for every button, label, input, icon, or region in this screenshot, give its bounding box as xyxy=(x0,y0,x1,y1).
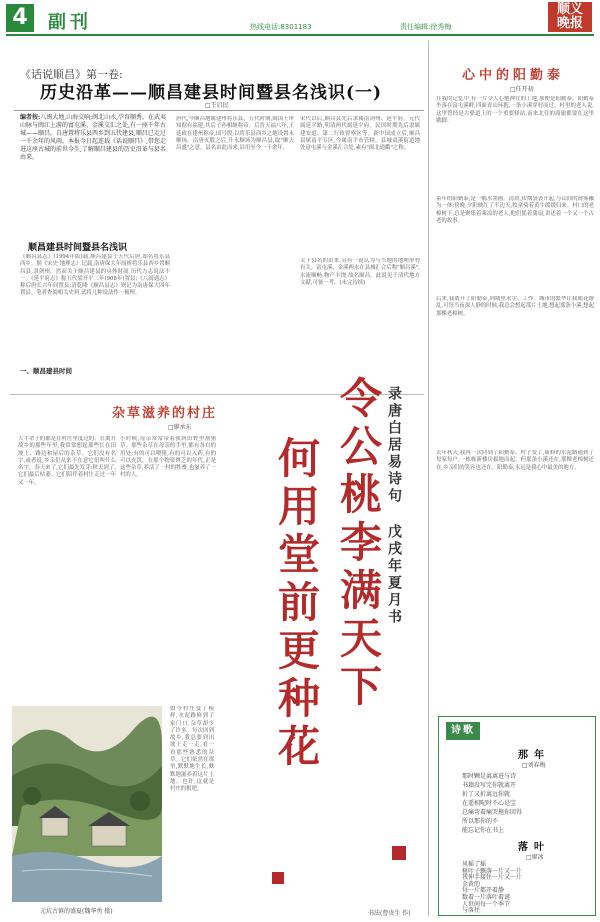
right-essay-title: 心中的阳勤泰 xyxy=(462,68,565,83)
series-title: 《话说顺昌》第一卷: xyxy=(20,68,123,81)
right-essay-body-1: 在我的记忆中,有一片令人心驰神往的土地,那便是阳勤泰。阳勤泰坐落在富屯溪畔,四面青山环抱,一条小溪穿村而过。村里的老人说,这里曾经是古驿道上的一个重要驿站,南来北往的商旅都要在这里歇脚。 xyxy=(436,96,594,124)
poem-line: 数着一片落叶着谜 xyxy=(462,893,511,901)
poem-line: 能忘记你在书上 xyxy=(462,827,505,834)
right-essay-body-3: 后来,我离开了阳勤泰,到城里求学、工作。城市的繁华让我眼花缭乱,可每当夜深人静的时候,我总会想起那片土地,想起那条小溪,想起那棵老樟树。 xyxy=(436,296,594,317)
newspaper-logo: 顺义 晚报 xyxy=(548,2,592,32)
article-body-col4: 关于县名的由来,另有一说认为与当地的地理形势有关。富屯溪、金溪两水在县城汇合后称"顺昌溪",水流顺畅,物产丰饶,故名顺昌。此说见于清代地方文献,可备一考。(未完待续) xyxy=(300,258,420,286)
article-body-col3: 宋代以后,顺昌县先后隶属南剑州、延平府。元代属延平路,明清两代属延平府。民国时期先后隶属建安道、第二行政督察区等。新中国成立后,顺昌县属南平专区,今属南平市管辖。县城双溪街道地处富屯溪与金溪汇合处,素有"闽北通衢"之称。 xyxy=(300,116,420,152)
page-number: 4 xyxy=(6,4,34,32)
calligraphy-seal xyxy=(392,846,406,860)
editor-note-label: 编者按: xyxy=(20,114,41,121)
calligraphy-artwork xyxy=(216,366,426,906)
poem-line: 那时颗是离离进与诗 xyxy=(462,773,517,780)
poetry-label: 诗歌 xyxy=(446,722,480,740)
essay-body-col2: 小时候,母亲常常带着我到田野里割猪草。那些杂草在母亲的手里,都有各自的用处:有的可以喂猪,有的可以入药,有的可以充饥。在那个物资匮乏的年代,正是这些杂草,养活了一村的牲畜,也滋养了一村的人。 xyxy=(120,436,216,479)
title-divider xyxy=(14,110,424,111)
column-divider xyxy=(428,40,429,916)
section-name: 副刊 xyxy=(48,12,92,33)
poem-2-author: □廖冰 xyxy=(526,854,544,861)
poem-line: 书籍没写完你就离开 xyxy=(462,782,517,789)
editor-note xyxy=(20,114,170,162)
poem-line: 总痛弯着痛哭拖你回得 xyxy=(462,809,523,816)
right-essay-author: □任开初 xyxy=(510,86,534,93)
editor-note-text: 八闽大地,山海交响;闽北山水,孕育顺秀。在武夷山脉与闽江上游的富屯溪、金溪交汇之处,有一座千年古城——顺昌。自唐置将乐县西乡到五代建县,顺昌已走过一千余年的风雨。本报今日起连载《话说顺昌》,带您走进这座古城的前世今生,了解顺昌建县的历史沿革与县名由来。 xyxy=(20,114,167,161)
right-essay-body-2: 童年的阳勤泰,是一幅水墨画。清晨,炊烟袅袅升起,与山间的薄雾融为一体;傍晚,夕阳映红了半边天,牧童骑着黄牛缓缓归来。村口的老樟树下,总是聚集着乘凉的老人,他们摇着蒲扇,讲述着一个又一个古老的故事。 xyxy=(436,196,594,224)
essay-author: □廖承东 xyxy=(168,424,192,431)
calligraphy-caption: 书法(曹贵生 作) xyxy=(368,910,411,917)
poem-2-lines xyxy=(462,862,522,915)
poem-line: 每一片都开着静 xyxy=(462,887,505,895)
poem-line: 风摇了摇 xyxy=(462,861,487,868)
header-divider xyxy=(6,34,594,36)
article-body-col1: 《顺昌县志》(1994年版)载,顺昌建县于五代后唐,始名将乐县西乡。据《宋史·地理志》记载,南唐保大年间析将乐县西乡置顺昌县,隶剑州。然而关于顺昌建县的具体时间,历代方志说法不一。《延平府志》称五代梁开平二年(908年)置县;《八闽通志》称后唐长兴年间置县;清乾隆《顺昌县志》则记为南唐保大四年置县。笔者查阅相关史料,试将几种说法作一梳理。 xyxy=(20,254,170,297)
poem-line: 所以那你的不 xyxy=(462,818,499,825)
poem-line: 折了又折离远你就 xyxy=(462,791,511,798)
calligraphy-column-1: 令公桃李满天下 xyxy=(334,376,383,712)
calligraphy-seal xyxy=(272,872,284,884)
hotline-info: 热线电话:8301183 xyxy=(250,23,312,31)
poem-2-title: 落叶 xyxy=(518,842,550,853)
poem-line: 与落往 xyxy=(462,907,481,915)
poem-line: 树叶子飘落一片又一片 xyxy=(462,867,523,875)
calligraphy-column-2: 何用堂前更种花 xyxy=(272,436,321,772)
poem-line: 在遥相呢时不心是宝 xyxy=(462,800,517,807)
right-essay-body-4: 去年秋天,我再一次回到了阳勤泰。村子变了,新修的水泥路通到了每家每户,一栋栋新楼房拔地而起。但那条小溪还在,那棵老樟树还在,乡亲们的笑容也还在。阳勤泰,永远是我心中最美的地方。 xyxy=(436,450,594,471)
article-subtitle: 顺昌建县时间暨县名浅识 xyxy=(28,243,128,253)
painting-caption: 元坑古镇的盛夏(魏华勇 摄) xyxy=(40,908,113,915)
article-author: □王启民 xyxy=(205,102,229,109)
poem-line: 人世间每一个季节 xyxy=(462,900,511,908)
essay-body-col1: 大半辈子的都是在村庄里度过的。在离开故乡的那些年里,我常常想起那些长在田埂上、路边和屋后的杂草。它们没有名字,或者说,乡亲们从来不在意它们叫什么名字。春天来了,它们最先发芽;秋天到了,它们最后枯萎。它们陪伴着村庄走过一年又一年。 xyxy=(18,436,116,486)
poem-1-author: □刘春梅 xyxy=(522,762,546,769)
essay-title: 杂草滋养的村庄 xyxy=(112,406,218,421)
poem-1-lines xyxy=(462,772,522,835)
article-title: 历史沿革——顺昌建县时间暨县名浅识(一) xyxy=(40,83,383,103)
poem-line: 金黄的 xyxy=(462,880,481,888)
article-body-col2: 唐代,今顺昌地属建州将乐县。五代时期,闽国王审知据有福建,其后子孙相继称帝。后晋天福八年,王延政在建州称帝,国号殷,以将乐县西乡之地设置永顺场。南唐灭殷之后,升永顺场为顺昌县,取"顺天昌盛"之意。县名由此而来,沿用至今一千余年。 xyxy=(176,116,294,152)
essay-body-col3: 如今村庄变了模样,水泥路修到了家门口,杂草却少了许多。每次回到故乡,我总要到田埂上走一走,看一看那些熟悉的杂草。它们依然在那里,默默地生长,默默地滋养着这片土地。也许,这就是村庄的根吧。 xyxy=(170,706,214,793)
landscape-painting xyxy=(12,706,162,902)
calligraphy-inscription: 录唐白居易诗句 戊戌年夏月书 xyxy=(386,386,402,626)
painting-image xyxy=(12,706,162,902)
poem-1-title: 那年 xyxy=(518,750,550,761)
editor-info: 责任编辑:徐秀梅 xyxy=(400,23,452,31)
poem-line: 我伸手接住一片又一片 xyxy=(462,874,523,882)
section-heading: 一、顺昌建县时间 xyxy=(20,367,72,375)
page-header xyxy=(0,0,600,36)
